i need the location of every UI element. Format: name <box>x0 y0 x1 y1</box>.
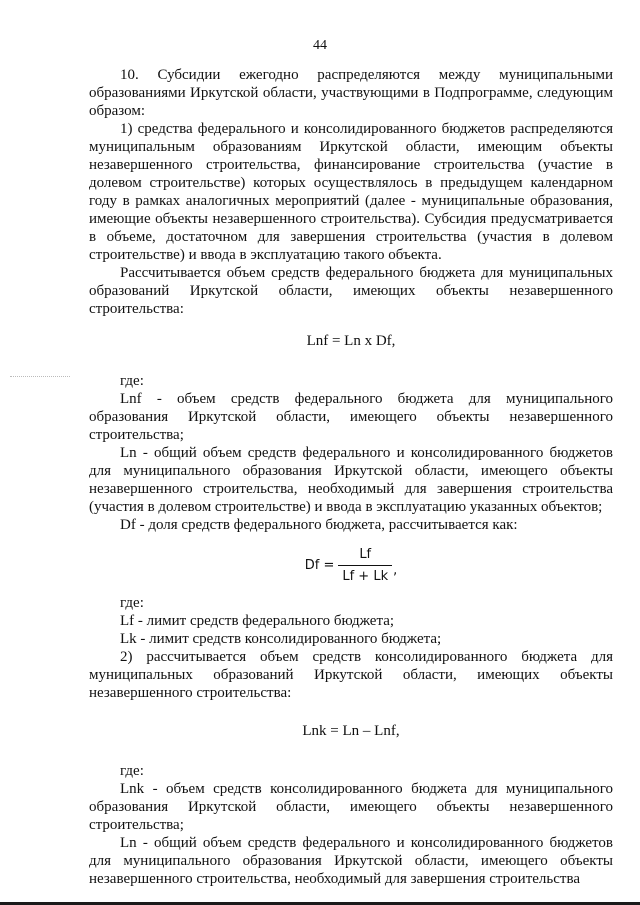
page-number: 44 <box>313 38 327 53</box>
formula-df <box>89 546 613 586</box>
formula-df-fraction <box>338 546 392 586</box>
formula-lnf: Lnf = Ln x Df, <box>306 333 396 349</box>
scan-artifact <box>10 376 70 383</box>
definition-lnk: Lnk - объем средств консолидированного бюджета для муниципального образования Иркутской области, имеющего объекты незавершенного строительства; <box>89 781 613 833</box>
formula-df-tail: , <box>393 563 398 578</box>
paragraph-calc-federal: Рассчитывается объем средств федерального бюджета для муниципальных образований Иркутской области, имеющих объекты незавершенного строительства: <box>89 265 613 317</box>
definition-ln-2: Ln - общий объем средств федерального и консолидированного бюджетов для муниципального образования Иркутской области, имеющего объекты незавершенного строительства, необходимый для завершения строительства <box>89 835 613 887</box>
paragraph-10: 10. Субсидии ежегодно распределяются между муниципальными образованиями Иркутской области, участвующими в Подпрограмме, следующим образом: <box>89 67 613 119</box>
definition-lnf: Lnf - объем средств федерального бюджета для муниципального образования Иркутской области, имеющего объекты незавершенного строительства; <box>89 391 613 443</box>
document-body <box>89 66 613 888</box>
paragraph-item-1: 1) средства федерального и консолидированного бюджетов распределяются муниципальным образованиям Иркутской области, имеющим объекты незавершенного строительства, финансирование строительства (участие в долевом строительстве) которых осуществлялось в предыдущем календарном году в рамках аналогичных мероприятий (далее - муниципальные образования, имеющие объекты незавершенного строительства). Субсидия предусматривается в объеме, достаточном для завершения строительства (участия в долевом строительстве) и ввода в эксплуатацию такого объекта. <box>89 121 613 263</box>
where-label-2: где: <box>120 595 144 611</box>
definition-df: Df - доля средств федерального бюджета, рассчитывается как: <box>120 517 518 533</box>
paragraph-item-2: 2) рассчитывается объем средств консолидированного бюджета для муниципальных образований Иркутской области, имеющих объекты незавершенного строительства: <box>89 649 613 701</box>
formula-df-denominator: Lf + Lk <box>338 565 392 586</box>
where-label-3: где: <box>120 763 144 779</box>
definition-ln: Ln - общий объем средств федерального и консолидированного бюджетов для муниципального образования Иркутской области, имеющего объекты незавершенного строительства, необходимый для завершения строительства (участия в долевом строительстве) и ввода в эксплуатацию указанных объектов; <box>89 445 613 515</box>
formula-df-numerator: Lf <box>359 547 372 562</box>
formula-df-lhs: Df = <box>304 558 335 573</box>
definition-lk: Lk - лимит средств консолидированного бюджета; <box>120 631 442 647</box>
definition-lf: Lf - лимит средств федерального бюджета; <box>120 613 395 629</box>
where-label-1: где: <box>120 373 144 389</box>
formula-lnk: Lnk = Ln – Lnf, <box>302 723 400 739</box>
